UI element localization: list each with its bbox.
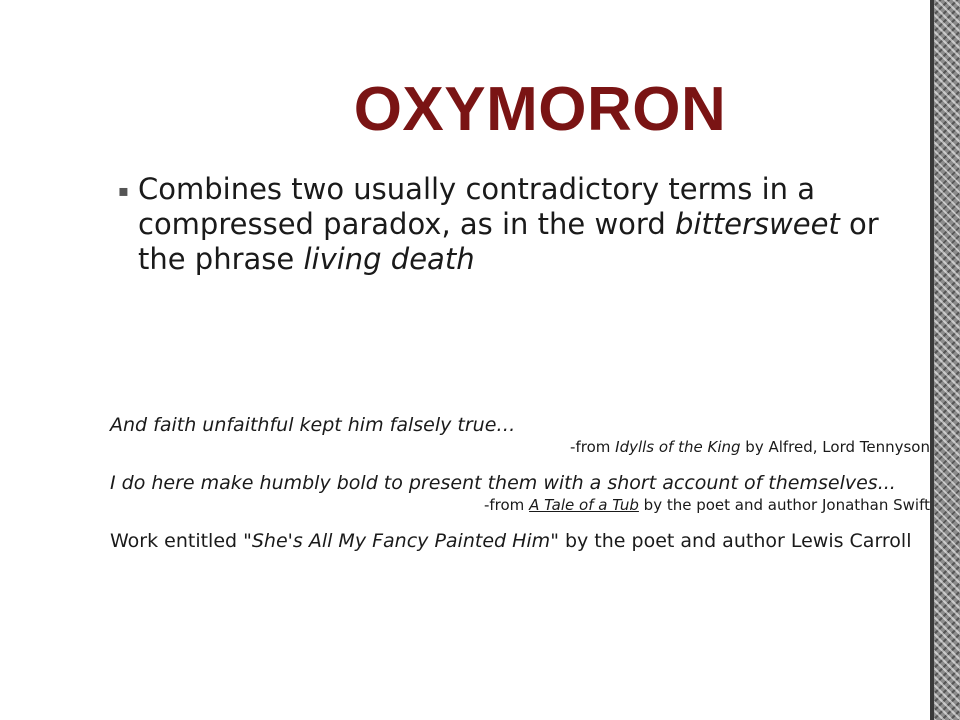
definition-example-word: bittersweet <box>674 207 840 241</box>
definition-text-part1: Combines two usually contradictory terms in a compressed paradox, as in the word <box>138 172 816 241</box>
square-bullet-icon: ▪ <box>118 181 129 200</box>
source-prefix: -from <box>570 438 616 456</box>
work-prefix: Work entitled " <box>110 530 252 552</box>
examples-section <box>110 413 930 553</box>
source-title: Idylls of the King <box>615 438 741 456</box>
definition-bullet <box>118 172 928 277</box>
definition-text <box>138 172 928 277</box>
source-author: by Alfred, Lord Tennyson <box>740 438 930 456</box>
definition-text-part2: or the phrase <box>138 207 879 276</box>
example-source-swift <box>110 495 930 515</box>
source-title: A Tale of a Tub <box>529 496 639 514</box>
example-work-carroll <box>110 529 930 553</box>
work-title: She's All My Fancy Painted Him <box>251 530 551 552</box>
source-author: by the poet and author Jonathan Swift <box>638 496 930 514</box>
example-quote-text: And faith unfaithful kept him falsely true… <box>110 414 516 436</box>
example-quote-swift <box>110 471 930 495</box>
decorative-side-stripe <box>930 0 960 720</box>
source-prefix: -from <box>483 496 530 514</box>
example-source-tennyson <box>110 437 930 457</box>
example-quote-text: I do here make humbly bold to present them with a short account of themselves... <box>110 472 896 494</box>
definition-example-phrase: living death <box>303 242 475 276</box>
example-quote-tennyson <box>110 413 930 437</box>
work-suffix: " by the poet and author Lewis Carroll <box>550 530 912 552</box>
slide-title: OXYMORON <box>353 75 727 144</box>
